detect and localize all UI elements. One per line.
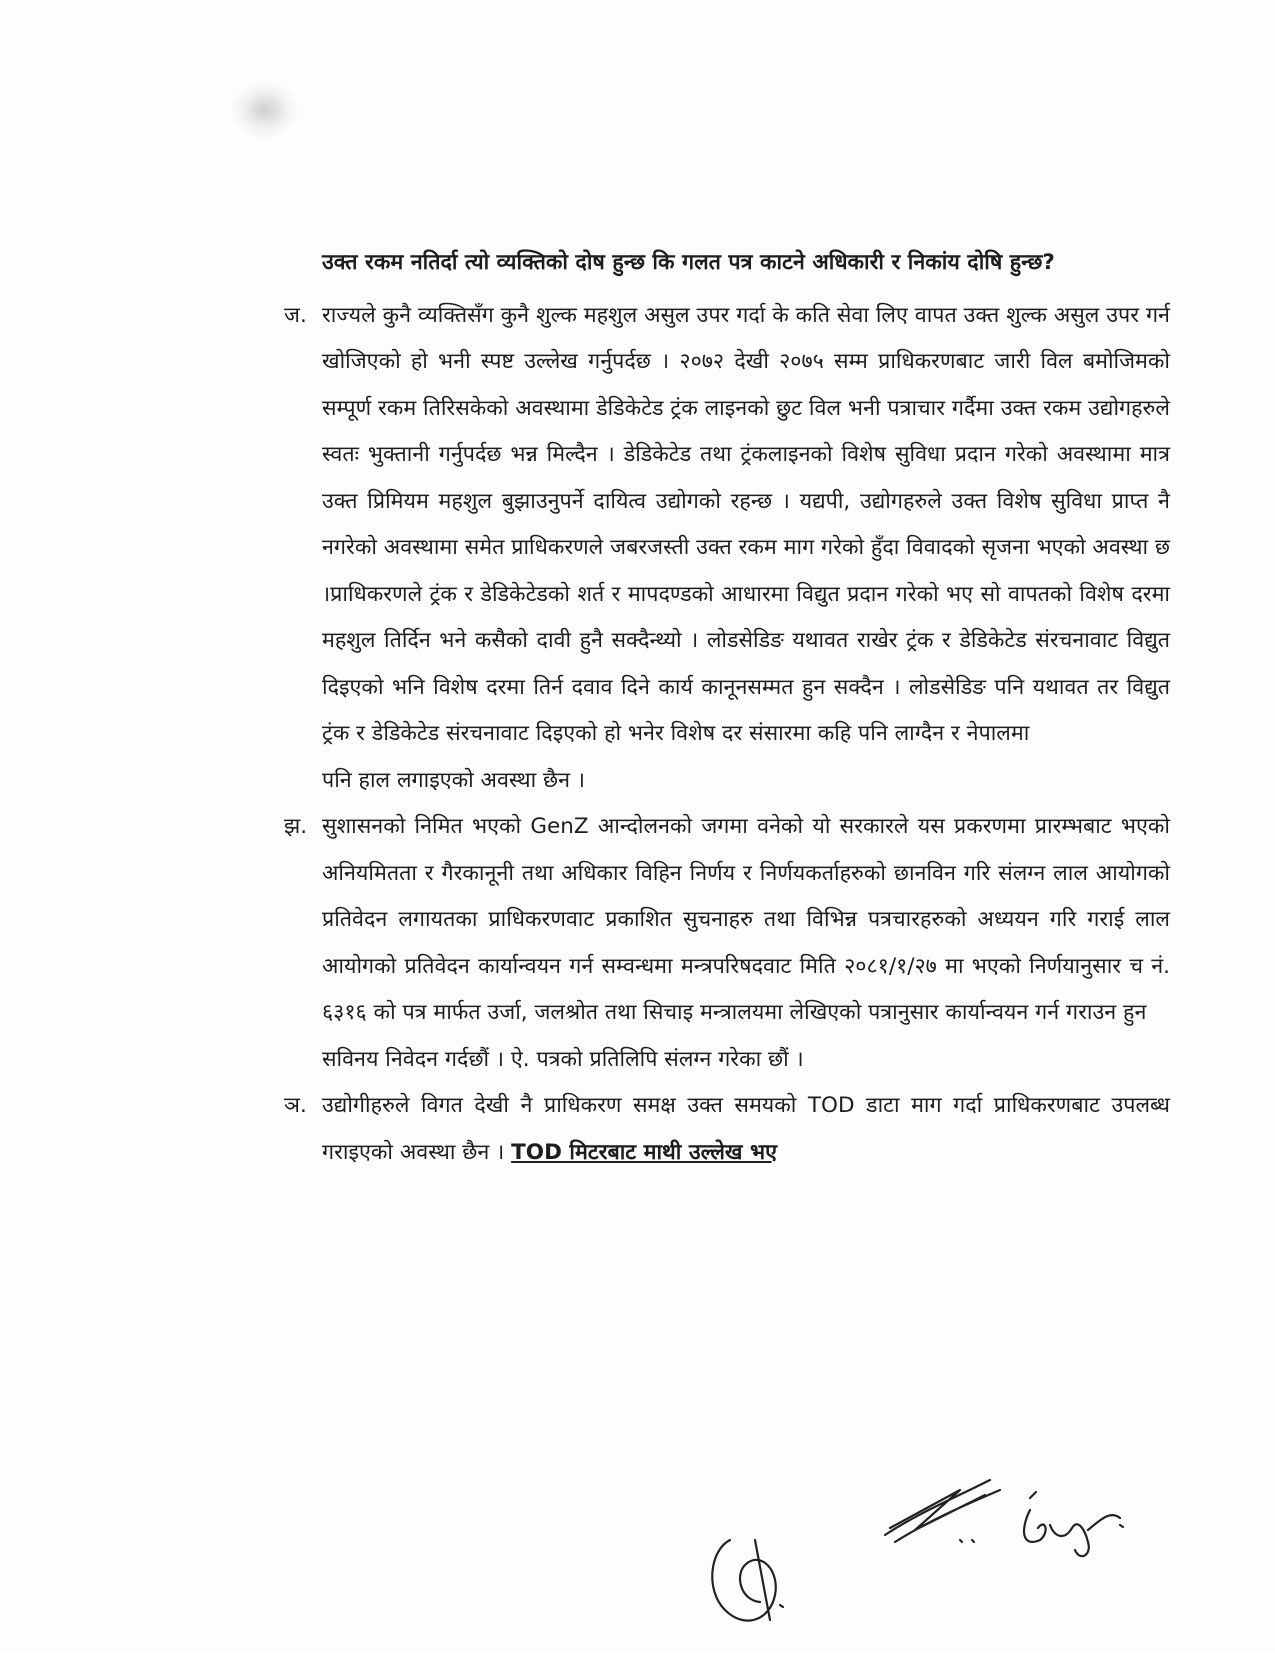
list-marker: झ. bbox=[284, 814, 308, 839]
list-item-text: सुशासनको निमित भएको GenZ आन्दोलनको जगमा वनेको यो सरकारले यस प्रकरणमा प्रारम्भबाट भएको अनियमितता र गैरकानूनी तथा अधिकार विहिन निर्णय र निर्णयकर्ताहरुको छानविन गरि संलग्न लाल आयोगको प्रतिवेदन लगायतका प्राधिकरणवाट प्रकाशित सुचनाहरु तथा विभिन्न पत्रचारहरुको अध्ययन गरि गराई लाल आयोगको प्रतिवेदन कार्यान्वयन गर्न सम्वन्धमा मन्त्रपरिषदवाट मिति २०८१/१/२७ मा भएको निर्णयानुसार च नं. ६३१६ को पत्र मार्फत उर्जा, जलश्रोत तथा सिचाइ मन्त्रालयमा लेखिएको पत्रानुसार कार्यान्वयन गर्न गराउन हुन bbox=[322, 814, 1170, 1025]
list-marker: ज. bbox=[284, 302, 307, 328]
list-item-last-line: सविनय निवेदन गर्दछौं । ऐ. पत्रको प्रतिलिपि संलग्न गरेका छौं । bbox=[322, 1046, 804, 1072]
list-item-jha bbox=[270, 804, 1170, 1083]
list-item-ja bbox=[270, 293, 1170, 805]
list-item-nya bbox=[270, 1083, 1170, 1176]
underlined-phrase: TOD मिटरबाट माथी उल्लेख भए bbox=[511, 1139, 777, 1165]
intro-text: उक्त रकम नतिर्दा त्यो व्यक्तिको दोष हुन्छ कि गलत पत्र काटने अधिकारी र निकांय दोषि हुन्छ? bbox=[322, 250, 1055, 275]
signatures bbox=[700, 1470, 1180, 1650]
signature-scribbles bbox=[700, 1470, 1180, 1650]
list-item-text: राज्यले कुनै व्यक्तिसँग कुनै शुल्क महशुल असुल उपर गर्दा के कति सेवा लिए वापत उक्त शुल्क असुल उपर गर्न खोजिएको हो भनी स्पष्ट उल्लेख गर्नुपर्दछ । २०७२ देखी २०७५ सम्म प्राधिकरणबाट जारी विल बमोजिमको सम्पूर्ण रकम तिरिसकेको अवस्थामा डेडिकेटेड ट्रंक लाइनको छुट विल भनी पत्राचार गर्दैमा उक्त रकम उद्योगहरुले स्वतः भुक्तानी गर्नुपर्दछ भन्न मिल्दैन । डेडिकेटेड तथा ट्रंकलाइनको विशेष सुविधा प्रदान गरेको अवस्थामा मात्र उक्त प्रिमियम महशुल बुझाउनुपर्ने दायित्व उद्योगको रहन्छ । यद्यपी, उद्योगहरुले उक्त विशेष सुविधा प्राप्त नै नगरेको अवस्थामा समेत प्राधिकरणले जबरजस्ती उक्त रकम माग गरेको हुँदा विवादको सृजना भएको अवस्था छ ।प्राधिकरणले ट्रंक र डेडिकेटेडको शर्त र मापदण्डको आधारमा विद्युत प्रदान गरेको भए सो वापतको विशेष दरमा महशुल तिर्दिन भने कसैको दावी हुनै सक्दैन्थ्यो । लोडसेडिङ यथावत राखेर ट्रंक र डेडिकेटेड संरचनावाट विद्युत दिइएको भनि विशेष दरमा तिर्न दवाव दिने कार्य कानूनसम्मत हुन सक्दैन । लोडसेडिङ पनि यथावत तर विद्युत ट्रंक र डेडिकेटेड संरचनावाट दिइएको हो भनेर विशेष दर संसारमा कहि पनि लाग्दैन र नेपालमा bbox=[322, 302, 1170, 746]
list-item-last-line: पनि हाल लगाइएको अवस्था छैन । bbox=[322, 767, 585, 793]
intro-question bbox=[270, 240, 1170, 287]
list-item-text: उद्योगीहरुले विगत देखी नै प्राधिकरण समक्ष उक्त समयको TOD डाटा माग गर्दा प्राधिकरणबाट उपलब्ध गराइएको अवस्था छैन । bbox=[322, 1093, 1170, 1165]
list-marker: ञ. bbox=[284, 1093, 307, 1118]
scan-artifact bbox=[230, 80, 300, 140]
letter-body bbox=[270, 240, 1170, 1176]
